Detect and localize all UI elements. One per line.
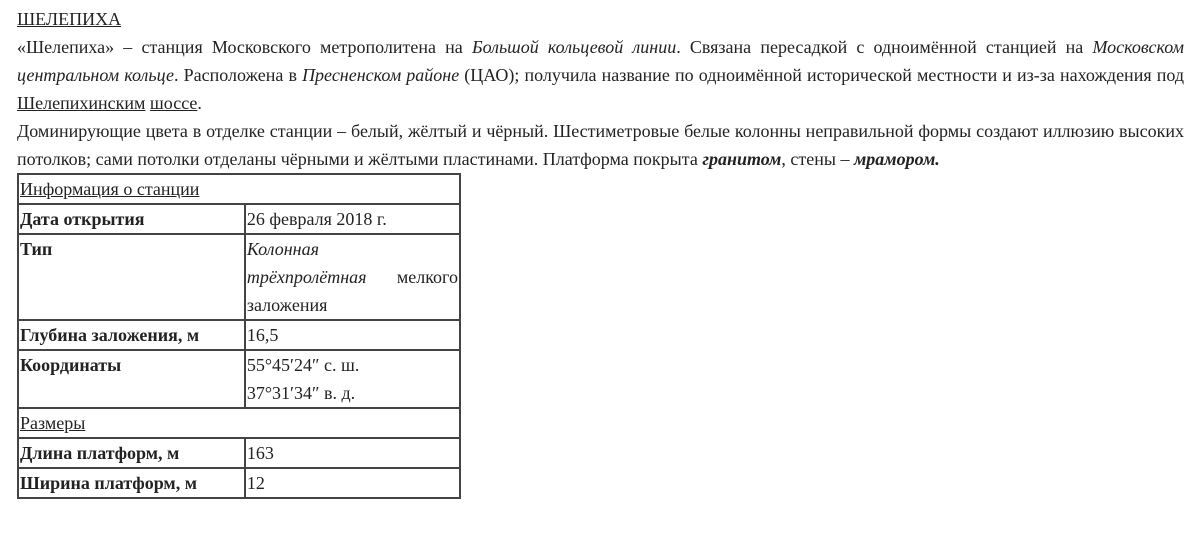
type-link-three-span[interactable]: трёхпролётная <box>246 267 367 287</box>
infobox-section-row <box>18 408 460 438</box>
line-link[interactable]: Большой кольцевой линии <box>471 37 677 57</box>
type-value: Колонная трёхпролётная мелкого заложения <box>245 234 460 320</box>
table-row <box>18 204 460 234</box>
coords-lat[interactable]: 55°45′24″ с. ш. <box>246 355 360 375</box>
district-link[interactable]: Пресненском районе <box>302 65 460 85</box>
depth-value: 16,5 <box>245 320 460 350</box>
table-row <box>18 320 460 350</box>
opening-value: 26 февраля 2018 г. <box>245 204 460 234</box>
width-label: Ширина платформ, м <box>18 468 245 498</box>
table-row <box>18 234 460 320</box>
type-link-columned[interactable]: Колонная <box>246 239 319 259</box>
highway-link-1[interactable]: Шелепихинским <box>17 93 146 113</box>
type-label: Тип <box>18 234 245 320</box>
depth-label: Глубина заложения, м <box>18 320 245 350</box>
length-label: Длина платформ, м <box>18 438 245 468</box>
intro-paragraph: «Шелепиха» – станция Московского метрополитена на Большой кольцевой линии. Связана пересадкой с одноимённой станцией на Московском центральном кольце. Расположена в Пресненском районе (ЦАО); получила название по одноимённой исторической местности и из-за нахождения под Шелепихинским шоссе. <box>17 37 1185 113</box>
opening-label: Дата открытия <box>18 204 245 234</box>
width-value: 12 <box>245 468 460 498</box>
page-title: ШЕЛЕПИХА <box>17 9 122 29</box>
coords-label: Координаты <box>18 350 245 408</box>
mck-link[interactable]: Московском центральном кольце <box>17 37 1185 85</box>
decor-paragraph: Доминирующие цвета в отделке станции – белый, жёлтый и чёрный. Шестиметровые белые колонны неправильной формы создают иллюзию высоких потолков; сами потолки отделаны чёрными и жёлтыми пластинами. Платформа покрыта гранитом, стены – мрамором. <box>17 121 1184 169</box>
station-name: «Шелепиха» <box>17 37 115 57</box>
infobox-section-row <box>18 174 460 204</box>
coords-value <box>245 350 460 408</box>
table-row <box>18 468 460 498</box>
table-row <box>18 350 460 408</box>
section-info-link[interactable]: Информация о станции <box>20 179 200 199</box>
length-value: 163 <box>245 438 460 468</box>
granite-link[interactable]: гранитом <box>702 149 782 169</box>
station-infobox <box>17 173 461 499</box>
highway-link-2[interactable]: шоссе <box>149 93 198 113</box>
coords-lon[interactable]: 37°31′34″ в. д. <box>246 383 356 403</box>
marble-link[interactable]: мрамором. <box>853 149 940 169</box>
section-size-link[interactable]: Размеры <box>20 413 86 433</box>
table-row <box>18 438 460 468</box>
